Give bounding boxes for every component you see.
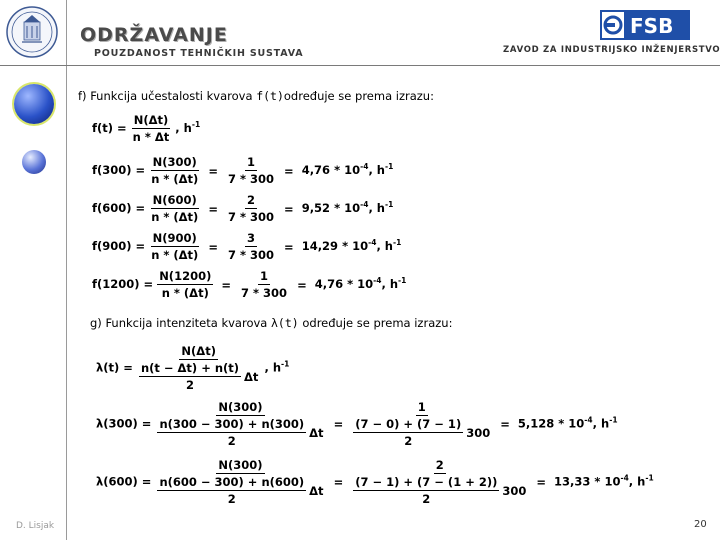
intro-text: f) Funkcija učestalosti kvarova: [78, 89, 257, 103]
fsb-logo-icon: [600, 10, 690, 40]
intro-symbol: f(t): [256, 89, 284, 103]
formula-f-row: f(900) = $\frac{N(900)}{n * (\Delta t)}$ = $\frac{3}{7 * 300}$ = $14,29 * 10^{-4}$, $h^{-1}$: [92, 231, 402, 262]
formula-lambda-row: λ(600) = N(300) $\frac{n(600 - 300) + n(600)}{2}$ Δt = 2 $\frac{(7 - 1) + (7 - (1 + 2))}{2}$ 300 = $13,33 * 10^{-4}$, $h^{-1}$: [96, 458, 654, 506]
intro-symbol: λ(t): [271, 316, 299, 330]
section-f-intro: [78, 89, 434, 103]
page-title: ODRŽAVANJE: [80, 24, 228, 46]
formula-f-row: f(600) = $\frac{N(600)}{n * (\Delta t)}$ = $\frac{2}{7 * 300}$ = $9,52 * 10^{-4}$, $h^{-1}$: [92, 193, 394, 224]
page-subtitle: POUZDANOST TEHNIČKIH SUSTAVA: [94, 48, 304, 59]
fraction: N(Δt) $\frac{n(t - \Delta t) + n(t)}{2}$ Δt: [140, 344, 259, 392]
formula-lambda-row: λ(300) = N(300) $\frac{n(300 - 300) + n(300)}{2}$ Δt = 1 $\frac{(7 - 0) + (7 - 1)}{2}$ 300 = $5,128 * 10^{-4}$, $h^{-1}$: [96, 400, 618, 448]
department-name: ZAVOD ZA INDUSTRIJSKO INŽENJERSTVO: [503, 45, 720, 55]
left-divider: [66, 0, 67, 540]
author-name: D. Lisjak: [16, 521, 55, 531]
formula-lambda-definition: λ(t) = N(Δt) $\frac{n(t - \Delta t) + n(t)}{2}$ Δt , $h^{-1}$: [96, 344, 290, 392]
formula-f-definition: f(t) = $\frac{N(\Delta t)}{n * \Delta t}$ , $h^{-1}$: [92, 113, 201, 144]
fraction: $\frac{N(\Delta t)}{n * \Delta t}$: [132, 113, 170, 144]
university-seal-icon: [6, 4, 58, 60]
intro-text: g) Funkcija intenziteta kvarova: [90, 316, 271, 330]
fsb-logo-text: FSB: [630, 14, 674, 38]
sphere-bullet-icon: [14, 84, 54, 124]
formula-unit: , h: [175, 121, 192, 135]
formula-f-row: f(1200) = $\frac{N(1200)}{n * (\Delta t)}$ = $\frac{1}{7 * 300}$ = $4,76 * 10^{-4}$, $h^{-1}$: [92, 269, 407, 300]
intro-text: određuje se prema izrazu:: [283, 89, 434, 103]
formula-lhs: f(t) =: [92, 121, 127, 135]
intro-text: određuje se prema izrazu:: [302, 316, 453, 330]
sphere-bullet-icon: [22, 150, 46, 174]
header-divider: [0, 65, 720, 66]
page-number: 20: [694, 519, 707, 530]
section-g-intro: [90, 316, 452, 330]
formula-f-row: f(300) = $\frac{N(300)}{n * (\Delta t)}$ = $\frac{1}{7 * 300}$ = $4,76 * 10^{-4}$, $h^{-1}$: [92, 155, 394, 186]
